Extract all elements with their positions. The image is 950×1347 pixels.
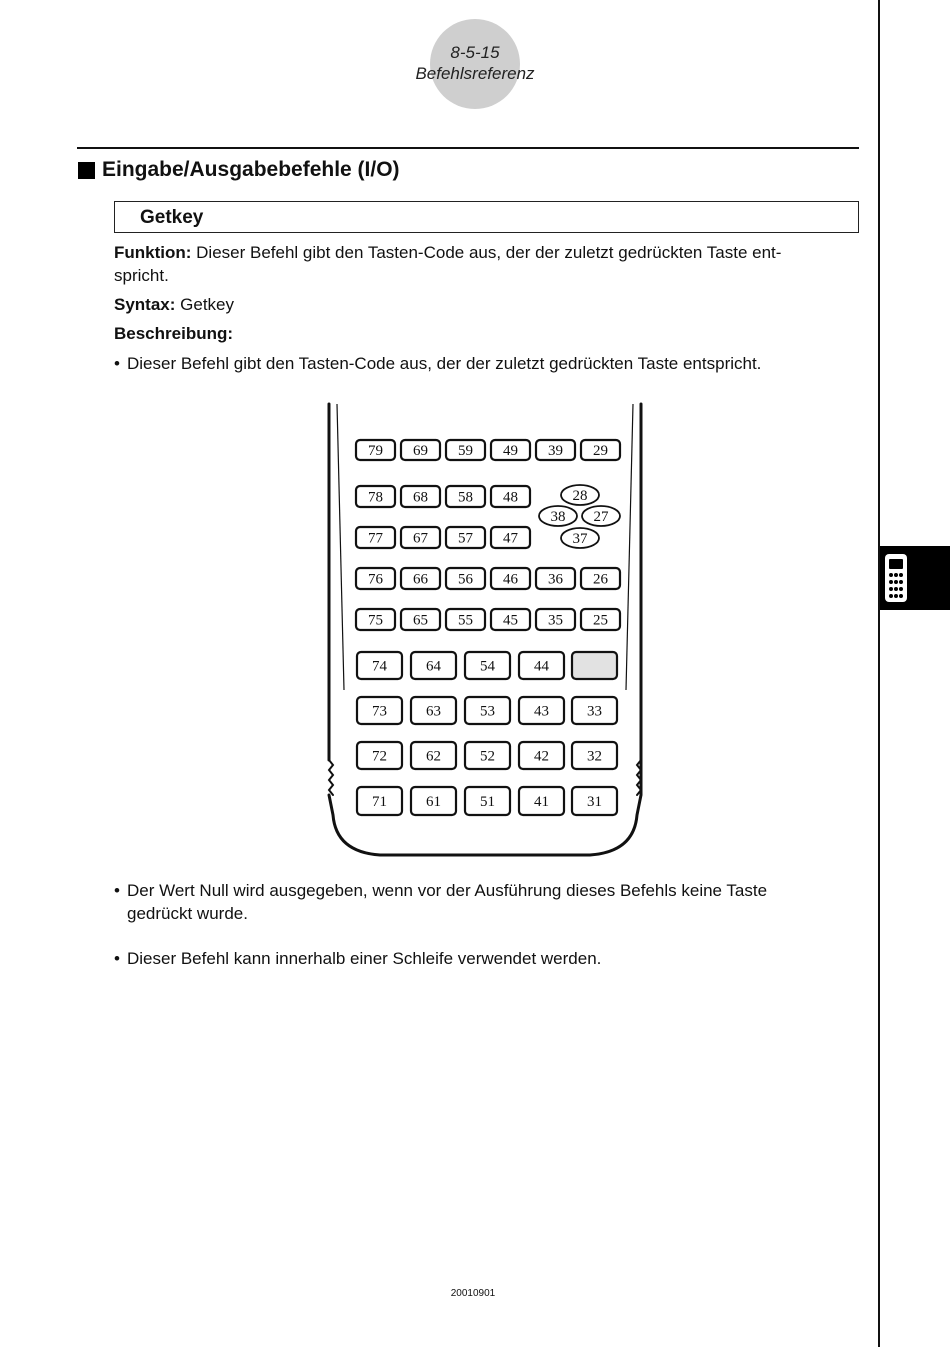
key-code-label: 66	[413, 571, 428, 588]
keypad-keys	[356, 440, 620, 815]
key-code-label: 78	[368, 489, 383, 506]
key-code-label: 73	[372, 703, 387, 720]
bullet-dot: •	[114, 949, 120, 968]
cursor-key-label: 28	[572, 488, 588, 504]
bullet-text-continuation: gedrückt wurde.	[127, 904, 248, 923]
footer-code: 20010901	[450, 1288, 496, 1299]
key-code-label: 77	[368, 530, 383, 547]
key-code-label: 45	[503, 612, 518, 629]
bullet-item	[114, 879, 847, 925]
bullet-item	[114, 947, 847, 970]
command-name: Getkey	[140, 207, 204, 228]
bullet-text: Dieser Befehl kann innerhalb einer Schleife verwendet werden.	[127, 949, 602, 968]
key-code-label: 47	[503, 530, 518, 547]
key-code-label: 43	[534, 703, 549, 720]
bullet-text: Der Wert Null wird ausgegeben, wenn vor der Ausführung dieses Befehls keine Taste	[127, 881, 768, 900]
key-code-label: 44	[534, 658, 549, 675]
key-code-label: 58	[458, 489, 473, 506]
function-label: Funktion:	[114, 243, 192, 262]
key-code-label: 68	[413, 489, 428, 506]
key-code-label: 56	[458, 571, 473, 588]
cursor-key-label: 27	[593, 509, 609, 525]
function-text-line1: Dieser Befehl gibt den Tasten-Code aus, der der zuletzt gedrückten Taste ent-	[196, 243, 782, 262]
keypad-key	[572, 652, 617, 679]
key-code-label: 33	[587, 703, 602, 720]
key-code-label: 25	[593, 612, 608, 629]
key-code-label: 26	[593, 571, 608, 588]
key-code-label: 31	[587, 794, 602, 810]
key-code-label: 29	[593, 443, 608, 459]
key-code-label: 52	[480, 748, 495, 765]
key-code-label: 79	[368, 443, 383, 459]
key-code-label: 42	[534, 748, 549, 765]
key-code-label: 67	[413, 530, 428, 547]
key-code-label: 49	[503, 443, 518, 459]
syntax-label: Syntax:	[114, 295, 176, 314]
cursor-key-label: 37	[572, 531, 588, 547]
key-code-label: 48	[503, 489, 518, 506]
key-code-label: 59	[458, 443, 473, 459]
description-label: Beschreibung:	[114, 324, 234, 343]
syntax-text: Getkey	[180, 295, 235, 314]
section-name: Befehlsreferenz	[415, 64, 535, 83]
key-code-label: 46	[503, 571, 518, 588]
function-text-line2: spricht.	[114, 266, 169, 285]
key-code-label: 36	[548, 571, 563, 588]
key-code-label: 65	[413, 612, 428, 629]
key-code-label: 51	[480, 794, 495, 810]
key-code-label: 74	[372, 658, 387, 675]
key-code-label: 39	[548, 443, 563, 459]
key-code-label: 57	[458, 530, 473, 547]
key-code-label: 53	[480, 703, 495, 720]
cursor-key-label: 38	[550, 509, 566, 525]
page-number: 8-5-15	[450, 43, 500, 62]
key-code-label: 63	[426, 703, 441, 720]
key-code-label: 71	[372, 794, 387, 810]
key-code-label: 54	[480, 658, 495, 675]
key-code-label: 55	[458, 612, 473, 629]
key-code-label: 32	[587, 748, 602, 765]
key-code-label: 64	[426, 658, 441, 675]
key-code-label: 69	[413, 443, 428, 459]
bullet-dot: •	[114, 881, 120, 900]
bullet-dot: •	[114, 354, 120, 373]
key-code-label: 61	[426, 794, 441, 810]
key-code-label: 35	[548, 612, 563, 629]
key-code-label: 62	[426, 748, 441, 765]
section-title: Eingabe/Ausgabebefehle (I/O)	[102, 158, 400, 181]
bullet-text: Dieser Befehl gibt den Tasten-Code aus, der der zuletzt gedrückten Taste entspricht.	[127, 354, 762, 373]
key-code-label: 75	[368, 612, 383, 629]
key-code-label: 76	[368, 571, 383, 588]
key-code-label: 72	[372, 748, 387, 765]
key-code-label: 41	[534, 794, 549, 810]
